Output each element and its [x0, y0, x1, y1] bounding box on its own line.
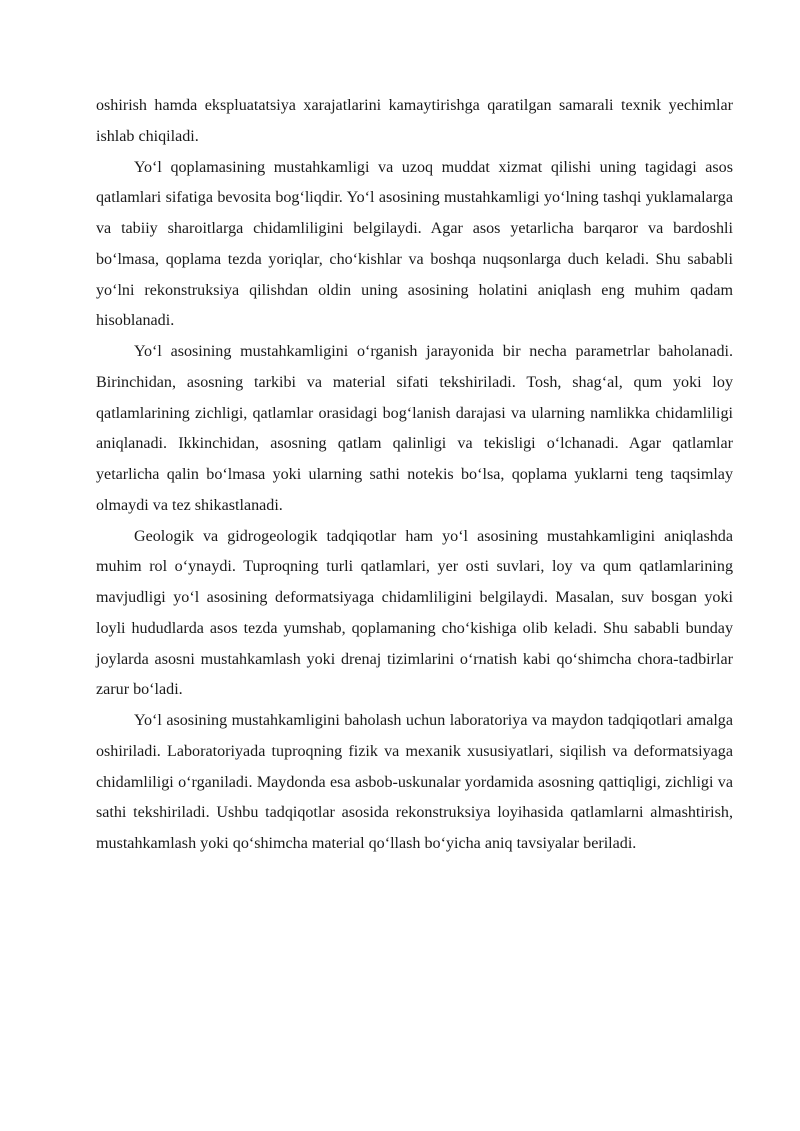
paragraph: Yo‘l asosining mustahkamligini baholash uchun laboratoriya va maydon tadqiqotlari amalga oshiriladi. Laboratoriyada tuproqning fizik va mexanik xususiyatlari, siqilish va deformatsiyaga chidamliligi o‘rganiladi. Maydonda esa asbob-uskunalar yordamida asosning qattiqligi, zichligi va sathi tekshiriladi. Ushbu tadqiqotlar asosida rekonstruksiya loyihasida qatlamlarni almashtirish, mustahkamlash yoki qo‘shimcha material qo‘llash bo‘yicha aniq tavsiyalar beriladi.: [96, 712, 733, 852]
paragraph-continuation: oshirish hamda ekspluatatsiya xarajatlarini kamaytirishga qaratilgan samarali texnik yechimlar ishlab chiqiladi.: [96, 97, 733, 145]
paragraph: Yo‘l qoplamasining mustahkamligi va uzoq muddat xizmat qilishi uning tagidagi asos qatlamlari sifatiga bevosita bog‘liqdir. Yo‘l asosining mustahkamligi yo‘lning tashqi yuklamalarga va tabiiy sharoitlarga chidamliligini belgilaydi. Agar asos yetarlicha barqaror va bardoshli bo‘lmasa, qoplama tezda yoriqlar, cho‘kishlar va boshqa nuqsonlarga duch keladi. Shu sababli yo‘lni rekonstruksiya qilishdan oldin uning asosining holatini aniqlash eng muhim qadam hisoblanadi.: [96, 158, 733, 330]
paragraph: Yo‘l asosining mustahkamligini o‘rganish jarayonida bir necha parametrlar baholanadi. Birinchidan, asosning tarkibi va material sifati tekshiriladi. Tosh, shag‘al, qum yoki loy qatlamlarining zichligi, qatlamlar orasidagi bog‘lanish darajasi va ularning namlikka chidamliligi aniqlanadi. Ikkinchidan, asosning qatlam qalinligi va tekisligi o‘lchanadi. Agar qatlamlar yetarlicha qalin bo‘lmasa yoki ularning sathi notekis bo‘lsa, qoplama yuklarni teng taqsimlay olmaydi va tez shikastlanadi.: [96, 343, 733, 514]
paragraph: Geologik va gidrogeologik tadqiqotlar ham yo‘l asosining mustahkamligini aniqlashda muhim rol o‘ynaydi. Tuproqning turli qatlamlari, yer osti suvlari, loy va qum qatlamlarining mavjudligi yo‘l asosining deformatsiyaga chidamliligini belgilaydi. Masalan, suv bosgan yoki loyli hududlarda asos tezda yumshab, qoplamaning cho‘kishiga olib keladi. Shu sababli bunday joylarda asosni mustahkamlash yoki drenaj tizimlarini o‘rnatish kabi qo‘shimcha chora-tadbirlar zarur bo‘ladi.: [96, 527, 733, 699]
body-text: [96, 91, 733, 860]
